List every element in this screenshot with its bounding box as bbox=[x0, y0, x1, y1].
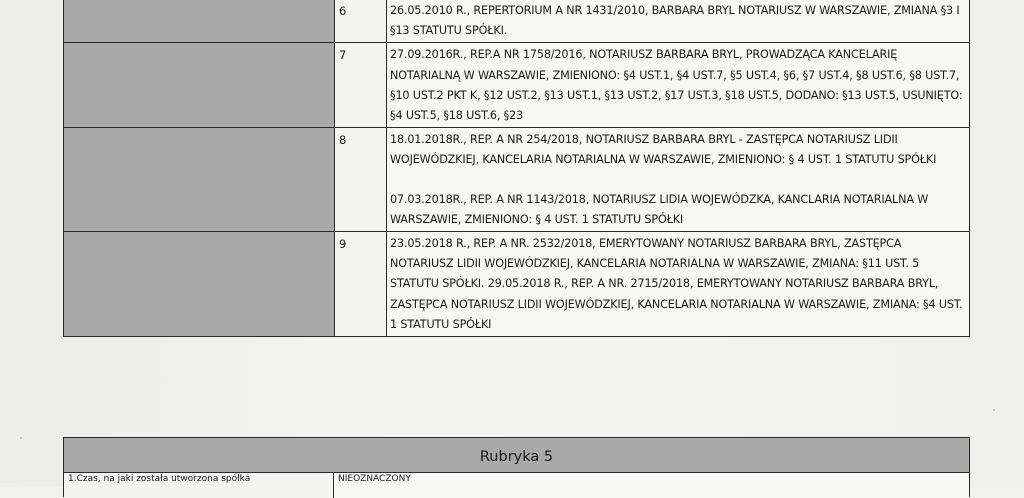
rubryka-5-section bbox=[63, 437, 970, 497]
entry-paragraph: 23.05.2018 R., REP. A NR. 2532/2018, EMERYTOWANY NOTARIUSZ BARBARA BRYL, ZASTĘPCA NOTARIUSZ LIDII WOJEWÓDZKIEJ, KANCELARIA NOTARIALNA W WARSZAWIE, ZMIANA: §11 UST. 5 STATUTU SPÓŁKI. 29.05.2018 R., REP. A NR. 2715/2018, EMERYTOWANY NOTARIUSZ BARBARA BRYL, ZASTĘPCA NOTARIUSZ LIDII WOJEWÓDZKIEJ, KANCELARIA NOTARIALNA W WARSZAWIE, ZMIANA: §4 UST. 1 STATUTU SPÓŁKI bbox=[390, 237, 963, 331]
rubryka-5-title: Rubryka 5 bbox=[64, 438, 969, 473]
table-row bbox=[64, 232, 970, 337]
field-label-cell bbox=[64, 232, 335, 337]
scan-speck bbox=[20, 437, 22, 439]
rubryka-5-row-value: NIEOZNACZONY bbox=[334, 473, 969, 498]
entry-number: 7 bbox=[335, 43, 387, 128]
entry-text-cell bbox=[387, 128, 970, 232]
table-row bbox=[64, 128, 970, 232]
entry-number: 9 bbox=[335, 232, 387, 337]
entries-table bbox=[63, 0, 970, 337]
table-row bbox=[64, 0, 970, 43]
entry-text-cell bbox=[387, 0, 970, 43]
entry-paragraph: 07.03.2018R., REP. A NR 1143/2018, NOTARIUSZ LIDIA WOJEWÓDZKA, KANCLARIA NOTARIALNA W WARSZAWIE, ZMIENIONO: § 4 UST. 1 STATUTU SPÓŁKI bbox=[390, 192, 929, 226]
entry-paragraph: 27.09.2016R., REP.A NR 1758/2016, NOTARIUSZ BARBARA BRYL, PROWADZĄCA KANCELARIĘ NOTARIALNĄ W WARSZAWIE, ZMIENIONO: §4 UST.1, §4 UST.7, §5 UST.4, §6, §7 UST.4, §8 UST.6, §8 UST.7, §10 UST.2 PKT K, §12 UST.2, §13 UST.1, §13 UST.2, §17 UST.3, §18 UST.5, DODANO: §13 UST.5, USUNIĘTO: §4 UST.5, §18 UST.6, §23 bbox=[390, 48, 963, 123]
field-label-cell bbox=[64, 0, 335, 43]
entry-paragraph: 26.05.2010 R., REPERTORIUM A NR 1431/2010, BARBARA BRYL NOTARIUSZ W WARSZAWIE, ZMIANA §3 I §13 STATUTU SPÓŁKI. bbox=[390, 4, 960, 38]
entry-text-cell bbox=[387, 232, 970, 337]
entry-number: 6 bbox=[335, 0, 387, 43]
field-label-cell bbox=[64, 128, 335, 232]
entry-paragraph: 18.01.2018R., REP. A NR 254/2018, NOTARIUSZ BARBARA BRYL - ZASTĘPCA NOTARIUSZ LIDII WOJEWÓDZKIEJ, KANCELARIA NOTARIALNA W WARSZAWIE, ZMIENIONO: § 4 UST. 1 STATUTU SPÓŁKI bbox=[390, 133, 937, 167]
rubryka-5-row-label: 1.Czas, na jaki została utworzona spółka bbox=[64, 473, 334, 498]
table-row bbox=[64, 43, 970, 128]
entry-number: 8 bbox=[335, 128, 387, 232]
rubryka-5-row bbox=[64, 473, 969, 498]
scan-speck bbox=[993, 409, 995, 411]
field-label-cell bbox=[64, 43, 335, 128]
entry-text-cell bbox=[387, 43, 970, 128]
